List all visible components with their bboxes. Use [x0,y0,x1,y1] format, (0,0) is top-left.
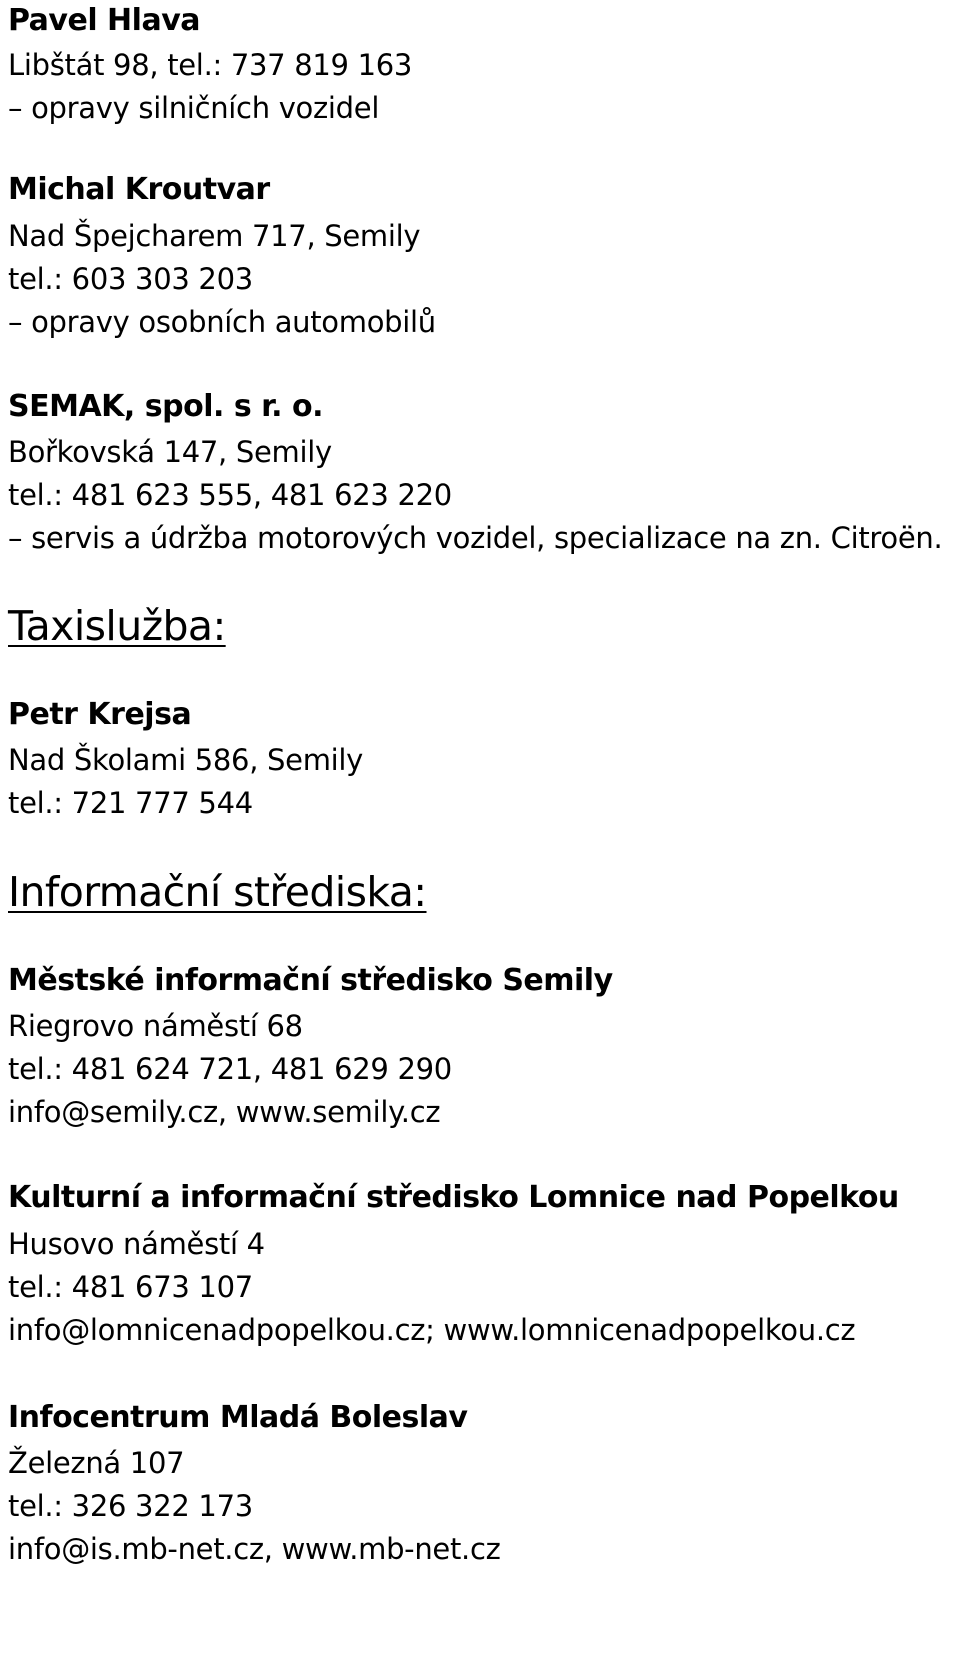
entry-address: Nad Špejcharem 717, Semily [8,219,421,253]
entry-description: – opravy osobních automobilů [8,305,436,339]
entry-name: Petr Krejsa [8,697,192,732]
entry-phone: tel.: 603 303 203 [8,262,253,296]
entry-web: info@lomnicenadpopelkou.cz; www.lomnicenadpopelkou.cz [8,1313,856,1347]
entry-description: – opravy silničních vozidel [8,91,380,125]
entry-address: Husovo náměstí 4 [8,1227,265,1261]
entry-phone: tel.: 721 777 544 [8,786,253,820]
entry-description: – servis a údržba motorových vozidel, specializace na zn. Citroën. [8,521,943,555]
entry-name: Michal Kroutvar [8,172,270,207]
entry-address: Nad Školami 586, Semily [8,743,364,777]
entry-name: Infocentrum Mladá Boleslav [8,1400,468,1435]
entry-phone: tel.: 326 322 173 [8,1489,253,1523]
entry-web: info@is.mb-net.cz, www.mb-net.cz [8,1532,501,1566]
entry-address: Libštát 98, tel.: 737 819 163 [8,48,413,82]
entry-address: Riegrovo náměstí 68 [8,1009,303,1043]
entry-name: Městské informační středisko Semily [8,963,613,998]
entry-name: Pavel Hlava [8,3,200,38]
entry-web: info@semily.cz, www.semily.cz [8,1095,441,1129]
section-heading-info: Informační střediska: [8,868,427,916]
entry-phone: tel.: 481 624 721, 481 629 290 [8,1052,452,1086]
entry-name: SEMAK, spol. s r. o. [8,389,323,424]
entry-address: Bořkovská 147, Semily [8,435,332,469]
entry-name: Kulturní a informační středisko Lomnice nad Popelkou [8,1180,899,1215]
section-heading-taxi: Taxislužba: [8,602,226,650]
entry-address: Železná 107 [8,1446,185,1480]
entry-phone: tel.: 481 623 555, 481 623 220 [8,478,452,512]
entry-phone: tel.: 481 673 107 [8,1270,253,1304]
